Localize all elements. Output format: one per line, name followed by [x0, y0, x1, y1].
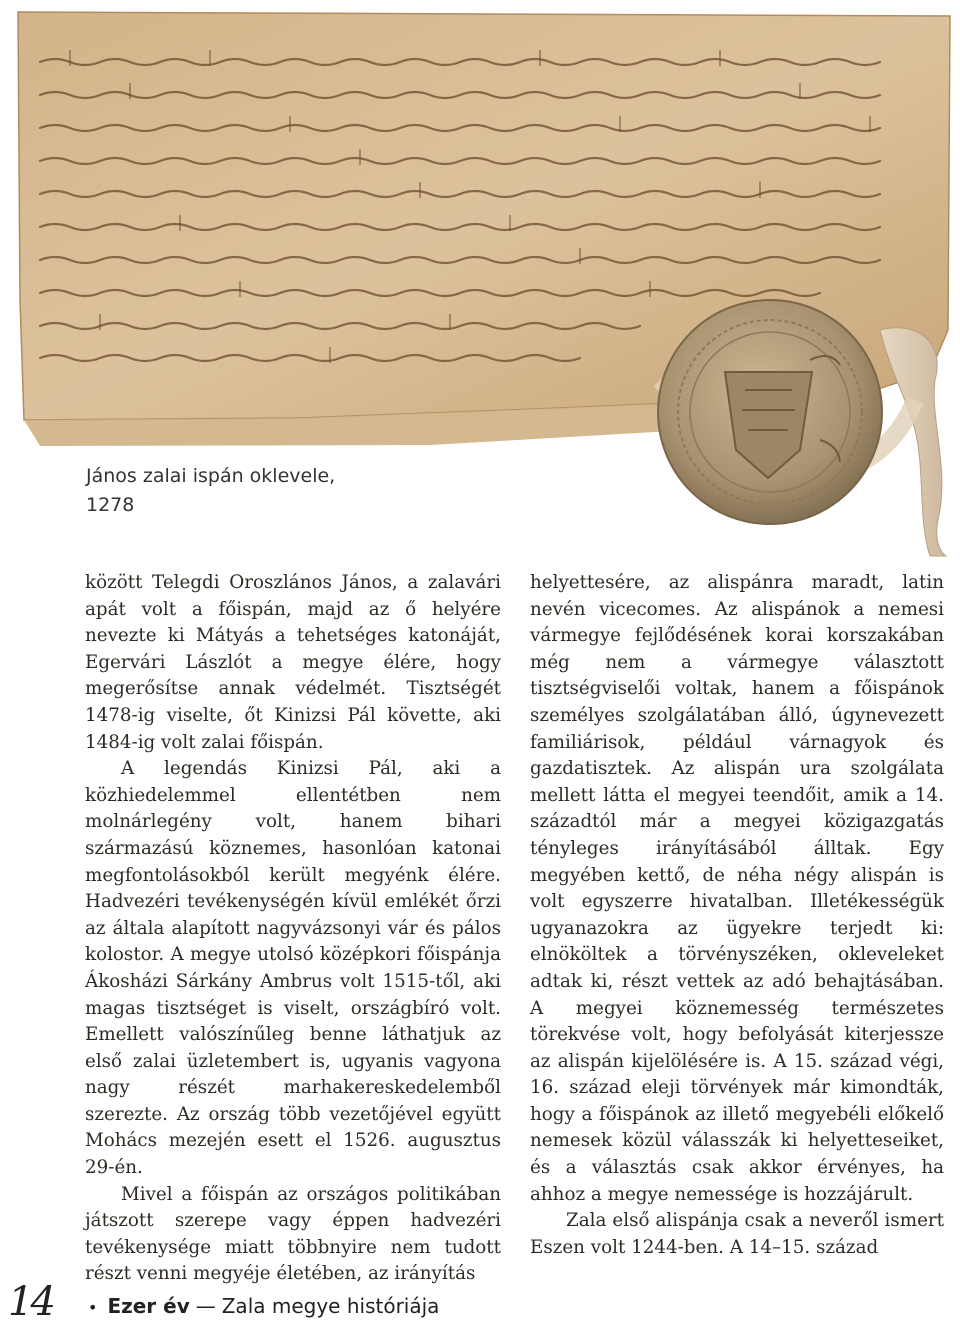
- title-separator: —: [195, 1294, 216, 1318]
- book-subtitle: Zala megye históriája: [221, 1294, 440, 1318]
- right-text-column: [530, 570, 944, 1261]
- paragraph: A legendás Kinizsi Pál, aki a közhiedelemmel ellentétben nem molnárlegény volt, hanem bihari származású köznemes, hasonlóan katonai megfontolásokból került megyénk élére. Hadvezéri tevékenységén kívül emlékét őrzi az általa alapított nagyvázsonyi vár és pálos kolostor. A megye utolsó középkori főispánja Ákosházi Sárkány Ambrus volt 1515-től, aki magas tisztséget is viselt, országbíró volt. Emellett valószínűleg benne láthatjuk az első zalai üzletembert is, ugyanis vagyona nagy részét marhakereskedelemből szerezte. Az ország több vezetőjével együtt Mohács mezején esett el 1526. augusztus 29-én.: [85, 758, 501, 1179]
- paragraph: között Telegdi Oroszlános János, a zalavári apát volt a főispán, majd az ő helyére nevezte ki Mátyás a tehetséges katonáját, Egervári Lászlót a megye élére, hogy megerősítse annak védelmét. Tisztségét 1478-ig viselte, őt Kinizsi Pál követte, aki 1484-ig volt zalai főispán.: [85, 572, 501, 753]
- caption-title: János zalai ispán oklevele,: [86, 465, 336, 487]
- left-text-column: [85, 570, 501, 1288]
- figure-caption: [86, 462, 416, 520]
- page-number: 14: [8, 1279, 53, 1325]
- paragraph: helyettesére, az alispánra maradt, latin nevén vicecomes. Az alispánok a nemesi vármegye fejlődésének korai korszakában még nem a vármegye választott tisztségviselői voltak, hanem a főispánok személyes szolgálatában álló, úgynevezett familiárisok, például várnagyok és gazdatisztek. Az alispán ura szolgálata mellett látta el megyei teendőit, amik a 14. századtól már a megyei közigazgatás tényleges irányításából álltak. Egy megyében kettő, de néha négy alispán is volt egyszerre hivatalban. Illetékességük ugyanazokra az ügyekre terjedt ki: elnököltek a törvényszéken, okleveleket adtak ki, részt vettek az adó behajtásában. A megyei köznemesség természetes törekvése volt, hogy befolyását kiterjessze az alispán kijelölésére is. A 15. század végi, 16. század eleji törvények már kimondták, hogy a főispánok az illető megyebéli előkelő nemesek közül válasszák ki helyetteseiket, és a választás csak akkor érvényes, ha ahhoz a megye nemessége is hozzájárult.: [530, 572, 944, 1205]
- paragraph: Mivel a főispán az országos politikában játszott szerepe vagy éppen hadvezéri tevékenysége miatt többnyire nem tudott részt venni megyéje életében, az irányítás: [85, 1183, 501, 1285]
- wax-seal: [658, 300, 882, 524]
- running-footer: [88, 1292, 439, 1322]
- bullet-icon: •: [88, 1298, 98, 1317]
- caption-year: 1278: [86, 494, 135, 516]
- paragraph: Zala első alispánja csak a neveről ismert Eszen volt 1244-ben. A 14–15. század: [530, 1210, 944, 1258]
- book-title: Ezer év: [107, 1294, 190, 1318]
